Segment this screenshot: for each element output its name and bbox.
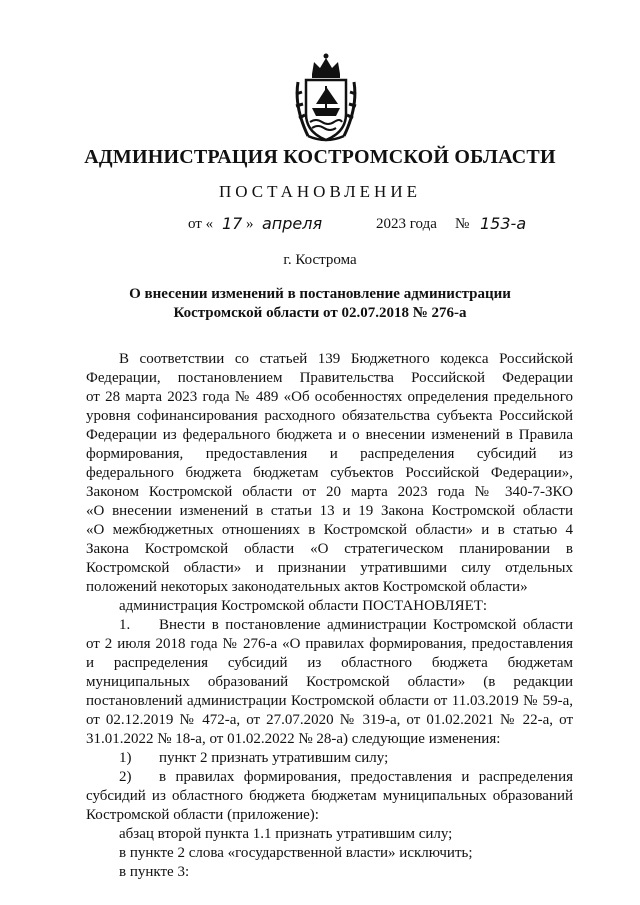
body-line: В соответствии со статьей 139 Бюджетного кодекса Российской	[119, 351, 573, 367]
body-line: Федерации, постановлением Правительства Российской Федерации	[86, 370, 573, 386]
body-line: 31.01.2022 № 18-а, от 01.02.2022 № 28-а) следующие изменения:	[86, 731, 501, 747]
body-line: Законом Костромской области от 20 марта 2023 года № 340-7-ЗКО	[86, 484, 573, 500]
date-day: 17	[222, 214, 243, 233]
item-number: 1.	[119, 617, 131, 633]
body-line: в пункте 3:	[119, 864, 190, 880]
title-line: О внесении изменений в постановление администрации	[129, 286, 511, 302]
item-number: 1)	[119, 750, 132, 766]
body-line: Федерации из федерального бюджета и о внесении изменений в Правила	[86, 427, 573, 443]
body-line: Костромской области» и признании утратившими силу отдельных	[86, 560, 573, 576]
body-line: Закона Костромской области «О стратегическом планировании в	[86, 541, 573, 557]
body-line: «О внесении изменений в статьи 13 и 19 Закона Костромской области	[86, 503, 573, 519]
document-number: 153-а	[480, 214, 527, 233]
body-line: муниципальных образований Костромской области» (в редакции	[86, 674, 573, 690]
body-line: в пункте 2 слова «государственной власти» исключить;	[119, 845, 473, 861]
body-line: «О межбюджетных отношениях в Костромской области» и в статью 4	[86, 522, 573, 538]
body-line: абзац второй пункта 1.1 признать утратившим силу;	[119, 826, 453, 842]
organization-name: АДМИНИСТРАЦИЯ КОСТРОМСКОЙ ОБЛАСТИ	[84, 146, 556, 168]
item-number: 2)	[119, 769, 132, 785]
body-line: субсидий из областного бюджета бюджетам муниципальных образований	[86, 788, 573, 804]
body-line: от 28 марта 2023 года № 489 «Об особенностях определения предельного	[86, 389, 573, 405]
body-line: Костромской области (приложение):	[86, 807, 319, 823]
date-prefix: от «	[188, 216, 214, 232]
body-line: формирования, предоставления и распределения субсидий из	[86, 446, 573, 462]
body-line: уровня софинансирования расходного обязательства субъекта Российской	[86, 408, 573, 424]
body-line: положений некоторых законодательных актов Костромской области»	[86, 579, 528, 595]
body-line: от 02.12.2019 № 472-а, от 27.07.2020 № 319-а, от 01.02.2021 № 22-а, от	[86, 712, 573, 728]
title-line: Костромской области от 02.07.2018 № 276-а	[173, 305, 467, 321]
body-line: постановлений администрации Костромской области от 11.03.2019 № 59-а,	[86, 693, 573, 709]
item-text: пункт 2 признать утратившим силу;	[159, 750, 389, 766]
city: г. Кострома	[283, 252, 357, 268]
document-type: ПОСТАНОВЛЕНИЕ	[218, 182, 421, 201]
body-line: федерального бюджета бюджетам субъектов Российской Федерации»,	[86, 465, 573, 481]
coat-of-arms-icon	[290, 52, 362, 144]
body-line: от 2 июля 2018 года № 276-а «О правилах формирования, предоставления	[86, 636, 573, 652]
date-year: 2023 года	[376, 216, 437, 232]
item-text: в правилах формирования, предоставления и распределения	[159, 769, 573, 785]
item-line	[86, 616, 573, 635]
document-title	[100, 285, 540, 323]
date-month: апреля	[262, 214, 323, 233]
number-sign: №	[455, 216, 470, 232]
item-line	[86, 768, 573, 787]
body-line: и распределения субсидий из областного бюджета бюджетам	[86, 655, 573, 671]
date-quote-close: »	[246, 216, 254, 232]
document-body	[86, 350, 573, 882]
date-line	[0, 212, 640, 238]
body-line: администрация Костромской области ПОСТАНОВЛЯЕТ:	[119, 598, 488, 614]
item-line	[86, 749, 573, 768]
item-text: Внести в постановление администрации Костромской области	[159, 617, 573, 633]
